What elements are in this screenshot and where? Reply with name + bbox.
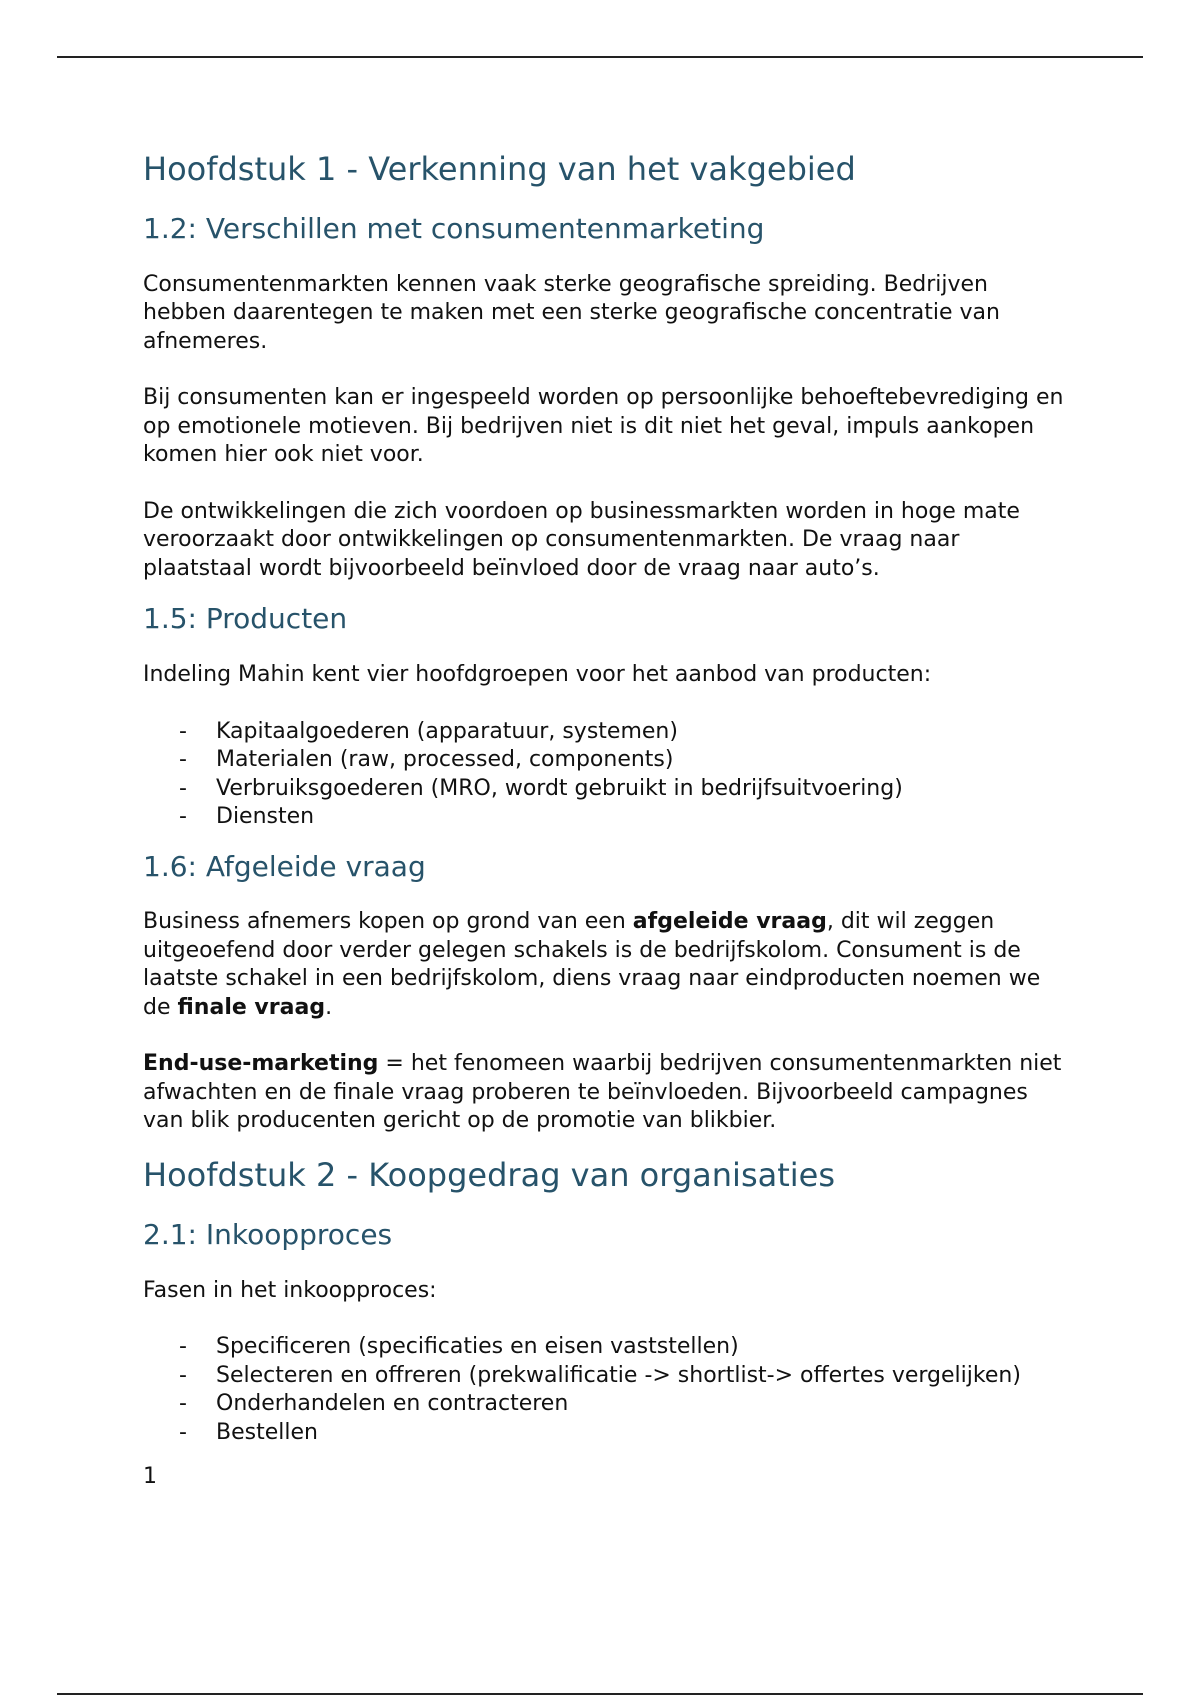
paragraph: De ontwikkelingen die zich voordoen op businessmarkten worden in hoge mate veroorzaakt door ontwikkelingen op consumentenmarkten. De vraag naar plaatstaal wordt bijvoorbeeld beïnvloed door de vraag naar auto’s. bbox=[143, 498, 1020, 581]
text-run: Business afnemers kopen op grond van een bbox=[143, 909, 633, 935]
list-item: - Bestellen bbox=[143, 1419, 1073, 1448]
text-run: = het fenomeen waarbij bedrijven consumentenmarkten niet afwachten en de finale vraag proberen te beïnvloeden. Bijvoorbeeld campagnes van blik producenten gericht op de promotie van blikbier. bbox=[143, 1051, 1062, 1134]
paragraph bbox=[143, 908, 1073, 1022]
term-finale-vraag: finale vraag bbox=[177, 994, 326, 1020]
list-item: - Kapitaalgoederen (apparatuur, systemen) bbox=[143, 718, 1073, 747]
list-item: - Selecteren en offreren (prekwalificatie -> shortlist-> offertes vergelijken) bbox=[143, 1362, 1073, 1391]
bottom-rule bbox=[57, 1693, 1143, 1695]
paragraph: Bij consumenten kan er ingespeeld worden op persoonlijke behoeftebevrediging en op emotionele motieven. Bij bedrijven niet is dit niet het geval, impuls aankopen komen hier ook niet voor. bbox=[143, 385, 1064, 468]
term-end-use-marketing: End-use-marketing bbox=[143, 1051, 379, 1077]
term-afgeleide-vraag: afgeleide vraag bbox=[632, 909, 827, 935]
page-number: 1 bbox=[143, 1464, 157, 1490]
list-item: - Diensten bbox=[143, 803, 1073, 832]
paragraph bbox=[143, 1050, 1073, 1136]
paragraph: Fasen in het inkoopproces: bbox=[143, 1277, 437, 1303]
paragraph: Indeling Mahin kent vier hoofdgroepen voor het aanbod van producten: bbox=[143, 662, 932, 688]
chapter-1-heading: Hoofdstuk 1 - Verkenning van het vakgebied bbox=[143, 150, 856, 188]
document-page bbox=[143, 150, 1073, 1491]
section-1-5-heading: 1.5: Producten bbox=[143, 602, 348, 636]
products-list bbox=[143, 718, 1073, 832]
text-run: , dit wil zeggen uitgeoefend door verder gelegen schakels is de bedrijfskolom. Consument is de laatste schakel in een bedrijfskolom, diens vraag naar eindproducten noemen we de bbox=[143, 909, 1041, 1020]
chapter-2-heading: Hoofdstuk 2 - Koopgedrag van organisaties bbox=[143, 1155, 836, 1194]
section-1-6-heading: 1.6: Afgeleide vraag bbox=[143, 849, 426, 883]
paragraph: Consumentenmarkten kennen vaak sterke geografische spreiding. Bedrijven hebben daarentegen te maken met een sterke geografische concentratie van afnemeres. bbox=[143, 271, 1000, 354]
section-2-1-heading: 2.1: Inkoopproces bbox=[143, 1218, 393, 1252]
purchasing-phases-list bbox=[143, 1333, 1073, 1447]
list-item: - Onderhandelen en contracteren bbox=[143, 1390, 1073, 1419]
list-item: - Verbruiksgoederen (MRO, wordt gebruikt in bedrijfsuitvoering) bbox=[143, 775, 1073, 804]
top-rule bbox=[57, 56, 1143, 58]
text-run: . bbox=[325, 994, 333, 1020]
list-item: - Materialen (raw, processed, components) bbox=[143, 746, 1073, 775]
section-1-2-heading: 1.2: Verschillen met consumentenmarketing bbox=[143, 212, 765, 246]
list-item: - Specificeren (specificaties en eisen vaststellen) bbox=[143, 1333, 1073, 1362]
